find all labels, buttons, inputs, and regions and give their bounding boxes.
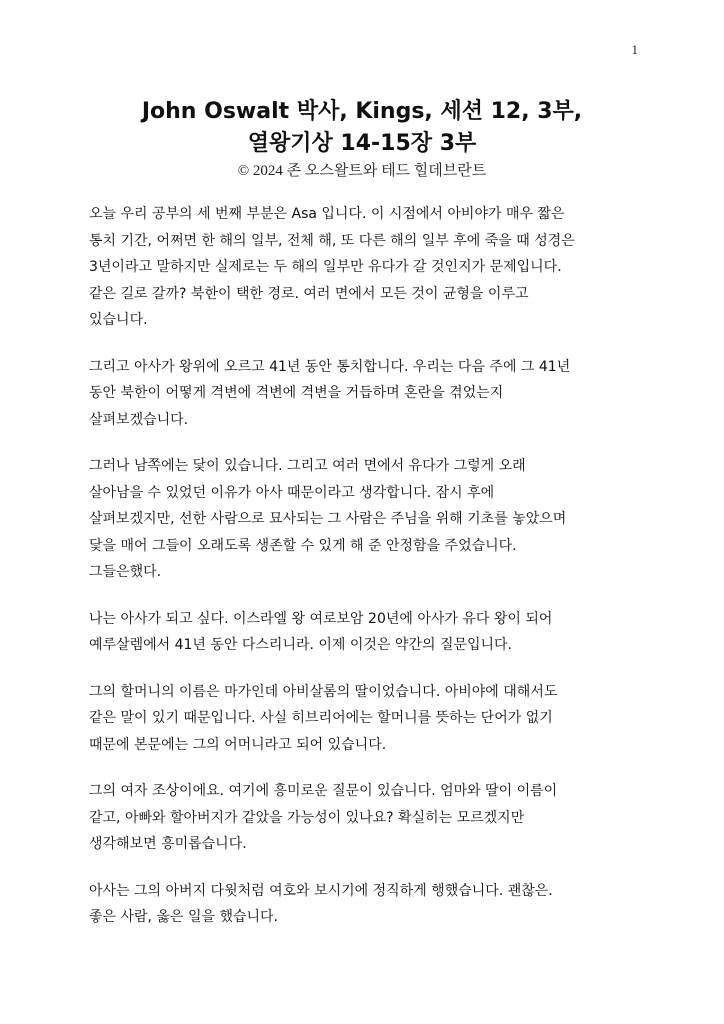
paragraph-line: 같은 길로 갈까? 북한이 택한 경로. 여러 면에서 모든 것이 균형을 이루고 [89,285,529,302]
paragraph-line: 그리고 아사가 왕위에 오르고 41년 동안 통치합니다. 우리는 다음 주에 그 41년 [89,358,571,375]
paragraph-line: 나는 아사가 되고 싶다. 이스라엘 왕 여로보암 20년에 아사가 유다 왕이 되어 [89,610,553,627]
paragraph-1 [89,201,645,334]
paragraph-line: 그의 여자 조상이에요. 여기에 흥미로운 질문이 있습니다. 엄마와 딸이 이름이 [89,783,558,799]
paragraph-line: 동안 북한이 어떻게 격변에 격변에 격변을 거듭하며 혼란을 겪었는지 [89,385,504,401]
paragraph-line: 그의 할머니의 이름은 마가인데 아비살롬의 딸이었습니다. 아비야에 대해서도 [89,683,558,700]
document-title-line-1: John Oswalt 박사, Kings, 세션 12, 3부, [141,99,583,124]
paragraph-line: 좋은 사람, 옳은 일을 했습니다. [89,909,278,925]
paragraph-line: 있습니다. [89,312,148,328]
paragraph-7 [89,878,645,931]
paragraph-line: 예루살렘에서 41년 동안 다스리니라. 이제 이것은 약간의 질문입니다. [89,637,513,653]
paragraph-line: 오늘 우리 공부의 세 번째 부분은 Asa 입니다. 이 시점에서 아비야가 매우 짧은 [89,206,565,222]
page-number: 1 [631,42,638,57]
paragraph-line: 아사는 그의 아버지 다윗처럼 여호와 보시기에 정직하게 행했습니다. 괜찮은. [89,882,553,899]
paragraph-4 [89,606,645,659]
paragraph-line: 살펴보겠지만, 선한 사람으로 묘사되는 그 사람은 주님을 위해 기초를 놓았으며 [89,511,567,527]
copyright-notice: © 2024 존 오스왈트와 테드 힐데브란트 [237,163,487,179]
paragraph-line: 3년이라고 말하지만 실제로는 두 해의 일부만 유다가 갈 것인지가 문제입니다. [89,259,562,275]
paragraph-line: 그러나 남쪽에는 닻이 있습니다. 그리고 여러 면에서 유다가 그렇게 오래 [89,458,526,474]
paragraph-2 [89,354,645,434]
paragraph-line: 닻을 매어 그들이 오래도록 생존할 수 있게 해 준 안정함을 주었습니다. [89,537,517,554]
paragraph-line: 그들은했다. [89,564,162,580]
paragraph-5 [89,679,645,759]
paragraph-line: 때문에 본문에는 그의 어머니라고 되어 있습니다. [89,736,387,753]
document-title-line-2: 열왕기상 14-15장 3부 [247,131,477,156]
document-header [0,96,724,182]
paragraph-line: 살펴보겠습니다. [89,411,189,428]
paragraph-line: 통치 기간, 어쩌면 한 해의 일부, 전체 해, 또 다른 해의 일부 후에 죽을 때 성경은 [89,232,575,249]
paragraph-3 [89,453,645,586]
paragraph-line: 생각해보면 흥미롭습니다. [89,836,247,852]
document-body [89,201,645,951]
paragraph-line: 살아남을 수 있었던 이유가 아사 때문이라고 생각합니다. 잠시 후에 [89,484,495,501]
paragraph-line: 같고, 아빠와 할아버지가 같았을 가능성이 있나요? 확실히는 모르겠지만 [89,809,525,826]
paragraph-6 [89,778,645,858]
paragraph-line: 같은 말이 있기 때문입니다. 사실 히브리어에는 할머니를 뜻하는 단어가 없기 [89,710,553,726]
